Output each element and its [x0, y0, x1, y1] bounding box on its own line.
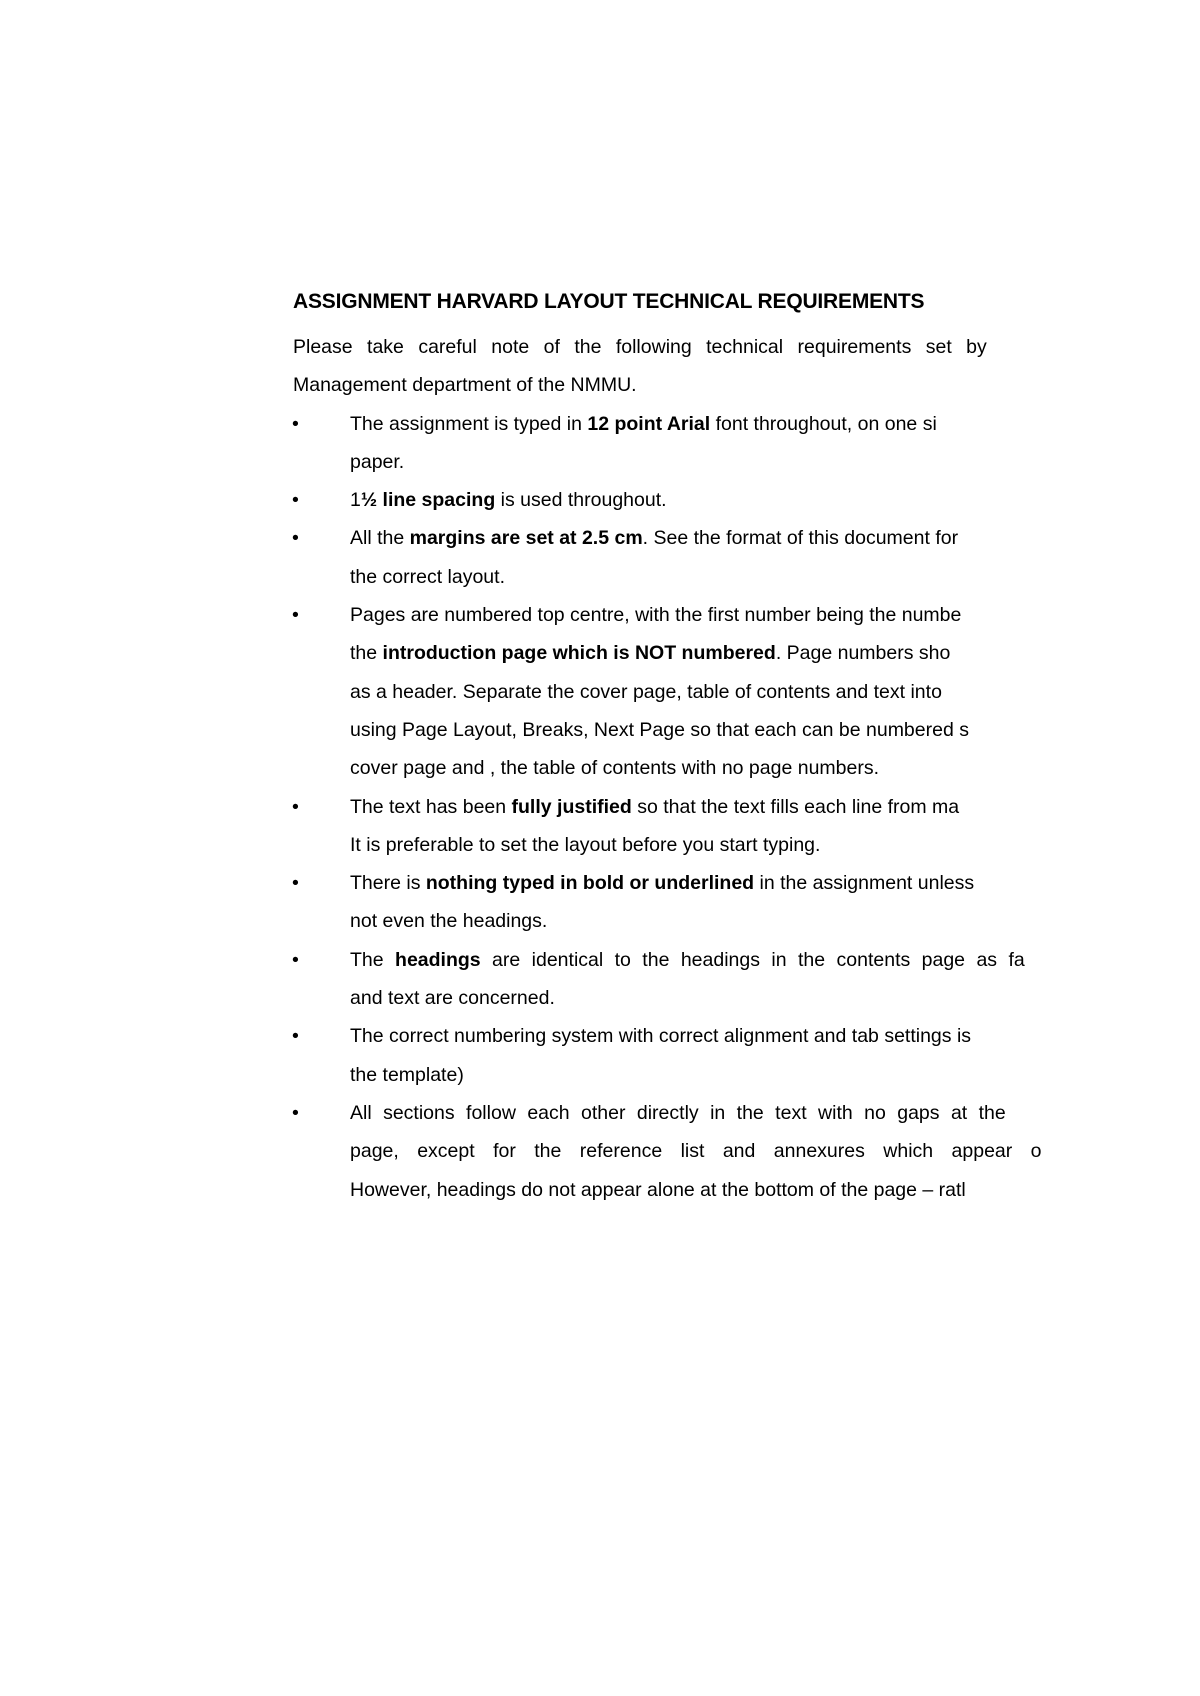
- list-item-line: and text are concerned.: [350, 987, 555, 1010]
- list-item-line: cover page and , the table of contents with no page numbers.: [350, 757, 880, 780]
- text-run: 1: [350, 489, 361, 512]
- text-run: . See the format of this document for: [642, 527, 959, 550]
- list-item-line: It is preferable to set the layout before you start typing.: [350, 833, 821, 856]
- list-item: [293, 1017, 1059, 1094]
- list-item-line: [350, 405, 1059, 443]
- bold-text-run: nothing typed in bold or underlined: [425, 872, 755, 895]
- text-run: All the: [350, 527, 410, 550]
- list-item-line: [350, 941, 1059, 979]
- intro-paragraph: [293, 328, 1059, 405]
- list-item: [293, 481, 1059, 519]
- list-item-line: [350, 788, 1059, 826]
- intro-line-2: Management department of the NMMU.: [293, 374, 637, 397]
- bold-text-run: 12 point Arial: [587, 412, 711, 435]
- intro-line-1: Please take careful note of the following technical requirements set by: [293, 336, 987, 358]
- text-run: the: [350, 642, 383, 665]
- text-run: so that the text fills each line from ma: [631, 795, 960, 818]
- text-run: The assignment is typed in: [350, 412, 588, 435]
- list-item-line: paper.: [350, 450, 405, 473]
- text-run: in the assignment unless: [754, 872, 975, 895]
- list-item-line: [350, 519, 1059, 557]
- bullet-icon: •: [292, 412, 299, 435]
- list-item-line: All sections follow each other directly in the text with no gaps at the: [350, 1101, 1006, 1124]
- list-item-line: [350, 634, 1059, 672]
- list-item-line: [350, 864, 1059, 902]
- bullet-icon: •: [292, 795, 299, 818]
- bold-text-run: ½ line spacing: [360, 489, 496, 512]
- list-item-line: not even the headings.: [350, 910, 548, 933]
- list-item-line: [350, 481, 1059, 519]
- list-item: [293, 864, 1059, 941]
- list-item-line: the correct layout.: [350, 565, 505, 588]
- text-run: There is: [350, 872, 426, 895]
- list-item-line: the template): [350, 1063, 464, 1086]
- bold-text-run: margins are set at 2.5 cm: [409, 527, 643, 550]
- list-item: [293, 519, 1059, 596]
- bold-text-run: fully justified: [511, 795, 632, 818]
- bold-text-run: headings: [395, 948, 481, 971]
- bullet-icon: •: [292, 1101, 299, 1124]
- bullet-icon: •: [292, 872, 299, 895]
- bullet-icon: •: [292, 527, 299, 550]
- text-run: . Page numbers sho: [775, 642, 951, 665]
- text-run: font throughout, on one si: [710, 412, 937, 435]
- page-content: [293, 290, 1059, 1209]
- list-item-line: page, except for the reference list and annexures which appear o: [350, 1140, 1042, 1163]
- list-item: [293, 941, 1059, 1018]
- list-item: [293, 788, 1059, 865]
- list-item-line: using Page Layout, Breaks, Next Page so that each can be numbered s: [350, 718, 969, 741]
- text-run: The text has been: [350, 795, 512, 818]
- list-item-line: as a header. Separate the cover page, table of contents and text into: [350, 680, 942, 703]
- list-item-line: The correct numbering system with correct alignment and tab settings is: [350, 1025, 972, 1048]
- requirements-list: [293, 405, 1059, 1209]
- text-run: The: [350, 948, 396, 971]
- bullet-icon: •: [292, 948, 299, 971]
- list-item-line: Pages are numbered top centre, with the first number being the numbe: [350, 604, 962, 627]
- document-title: ASSIGNMENT HARVARD LAYOUT TECHNICAL REQUIREMENTS: [293, 290, 925, 313]
- bullet-icon: •: [292, 1025, 299, 1048]
- bullet-icon: •: [292, 604, 299, 627]
- bullet-icon: •: [292, 489, 299, 512]
- list-item: [293, 596, 1059, 787]
- text-run: are identical to the headings in the contents page as fa: [480, 948, 1025, 971]
- text-run: is used throughout.: [495, 489, 667, 512]
- list-item-line: However, headings do not appear alone at the bottom of the page – ratl: [350, 1178, 966, 1201]
- bold-text-run: introduction page which is NOT numbered: [382, 642, 776, 665]
- list-item: [293, 405, 1059, 482]
- list-item: [293, 1094, 1059, 1209]
